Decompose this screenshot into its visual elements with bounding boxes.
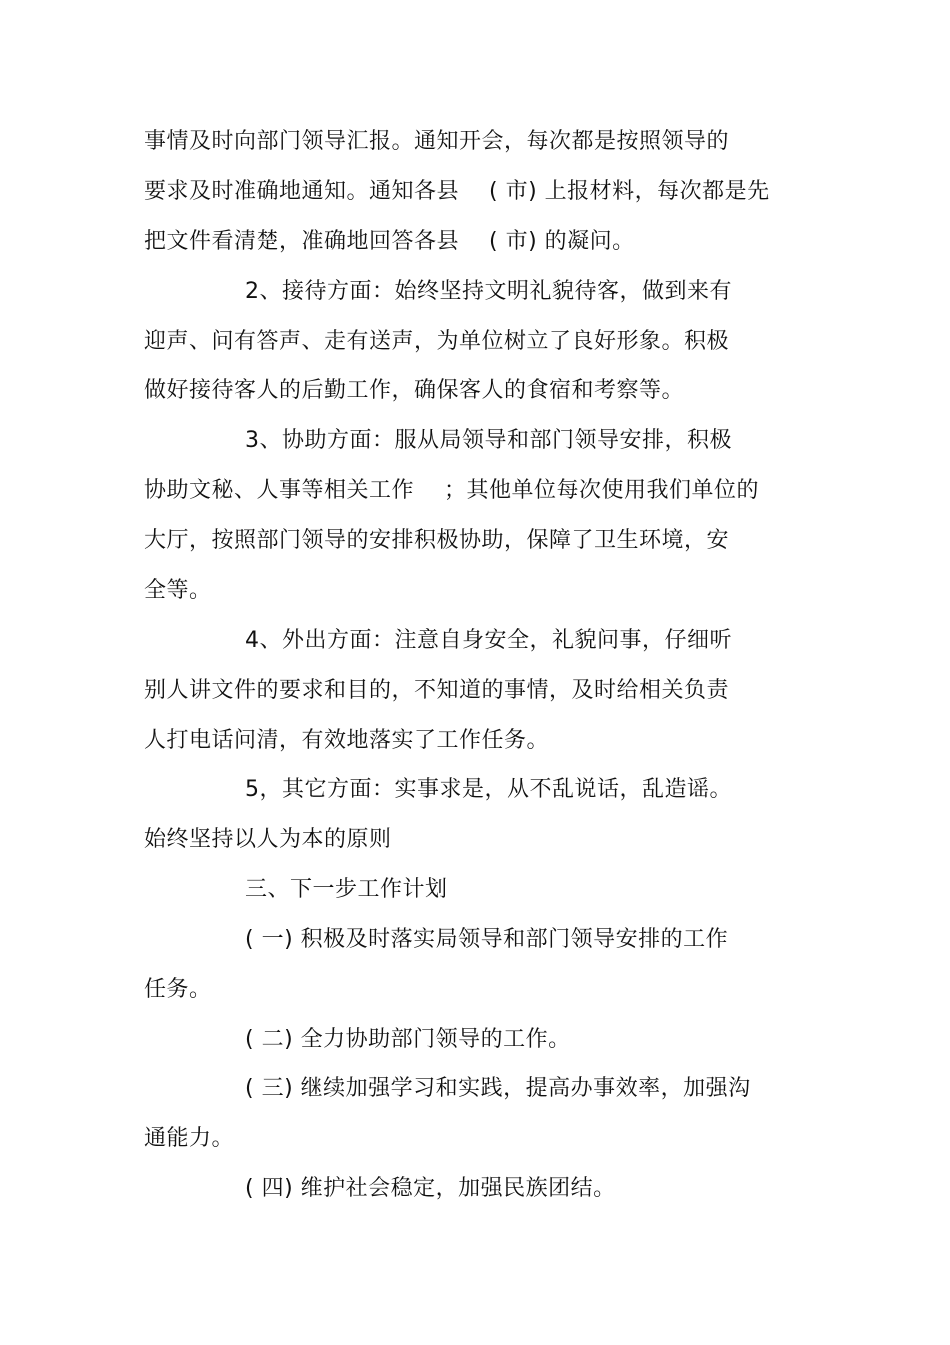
text-line: 通能力。: [144, 1126, 235, 1151]
text-line: 别人讲文件的要求和目的，不知道的事情，及时给相关负责: [144, 678, 730, 703]
text-line: 全等。: [144, 578, 212, 603]
text-line: ( 一) 积极及时落实局领导和部门领导安排的工作: [245, 927, 729, 952]
text-line: 事情及时向部门领导汇报。通知开会，每次都是按照领导的: [144, 129, 730, 154]
text-line: 3、协助方面：服从局领导和部门领导安排，积极: [245, 428, 732, 453]
text-line: ( 二) 全力协助部门领导的工作。: [245, 1027, 571, 1052]
text-line: ( 三) 继续加强学习和实践，提高办事效率，加强沟: [245, 1076, 751, 1101]
text-line: 人打电话问清，有效地落实了工作任务。: [144, 728, 550, 753]
text-line: 任务。: [144, 977, 212, 1002]
text-line: 做好接待客人的后勤工作，确保客人的食宿和考察等。: [144, 378, 685, 403]
text-line: 始终坚持以人为本的原则: [144, 827, 392, 852]
text-line: 4、外出方面：注意自身安全，礼貌问事，仔细听: [245, 628, 732, 653]
text-line: 2、接待方面：始终坚持文明礼貌待客，做到来有: [245, 279, 732, 304]
text-line: 5，其它方面：实事求是，从不乱说话，乱造谣。: [245, 777, 732, 802]
section-heading: 三、下一步工作计划: [245, 877, 448, 902]
text-line: 迎声、问有答声、走有送声，为单位树立了良好形象。积极: [144, 329, 730, 354]
text-line: 大厅，按照部门领导的安排积极协助，保障了卫生环境，安: [144, 528, 730, 553]
text-line: ( 四) 维护社会稳定，加强民族团结。: [245, 1176, 616, 1201]
text-line: 要求及时准确地通知。通知各县 ( 市) 上报材料，每次都是先: [144, 179, 770, 204]
text-line: 协助文秘、人事等相关工作 ；其他单位每次使用我们单位的: [144, 478, 759, 503]
text-line: 把文件看清楚，准确地回答各县 ( 市) 的凝问。: [144, 229, 635, 254]
